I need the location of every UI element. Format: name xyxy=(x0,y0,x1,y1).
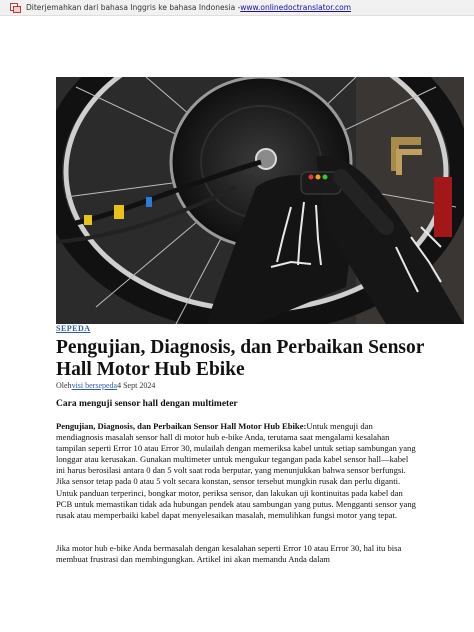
translate-icon xyxy=(10,3,20,12)
article-paragraph xyxy=(56,421,418,521)
paragraph-lead: Pengujian, Diagnosis, dan Perbaikan Sensor Hall Motor Hub Ebike: xyxy=(56,421,307,431)
translator-link[interactable]: www.onlinedoctranslator.com xyxy=(240,3,352,12)
byline xyxy=(56,381,155,390)
hero-image xyxy=(56,77,464,324)
category-link[interactable]: SEPEDA xyxy=(56,324,91,333)
publish-date: 4 Sept 2024 xyxy=(117,381,156,390)
article-paragraph: Jika motor hub e-bike Anda bermasalah dengan kesalahan seperti Error 10 atau Error 30, hal itu bisa membuat frustrasi dan membingungkan. Artikel ini akan memandu Anda dalam xyxy=(56,543,402,565)
article-title: Pengujian, Diagnosis, dan Perbaikan Sensor Hall Motor Hub Ebike xyxy=(56,337,425,380)
author-link[interactable]: visi bersepeda xyxy=(71,381,118,390)
ebike-hub-motor-photo xyxy=(56,77,464,324)
paragraph-body: Untuk menguji dan mendiagnosis masalah sensor hall di motor hub e-bike Anda, terutama saat mengalami kesalahan tampilan seperti Error 10 atau Error 30, mulailah dengan memeriksa kabel untuk setiap sambungan yang longgar atau kerusakan. Gunakan multimeter untuk mengukur tegangan pada kabel sensor hall—kabel ini harus berosilasi antara 0 dan 5 volt saat roda berputar, yang menunjukkan bahwa sensor berfungsi. Jika sensor tetap pada 0 atau 5 volt secara konstan, sensor tersebut mungkin rusak dan perlu diganti. Untuk panduan terperinci, bongkar motor, periksa sensor, dan lakukan uji kontinuitas pada kabel dan PCB untuk memastikan tidak ada hubungan pendek atau sambungan yang putus. Mengganti sensor yang rusak atau memperbaiki kabel dapat menyelesaikan masalah, memulihkan fungsi motor yang tepat. xyxy=(56,421,416,520)
translation-banner xyxy=(0,0,474,16)
translation-notice: Diterjemahkan dari bahasa Inggris ke bahasa Indonesia - xyxy=(26,3,241,12)
article-subheading: Cara menguji sensor hall dengan multimeter xyxy=(56,399,238,409)
byline-prefix: Oleh xyxy=(56,381,72,390)
